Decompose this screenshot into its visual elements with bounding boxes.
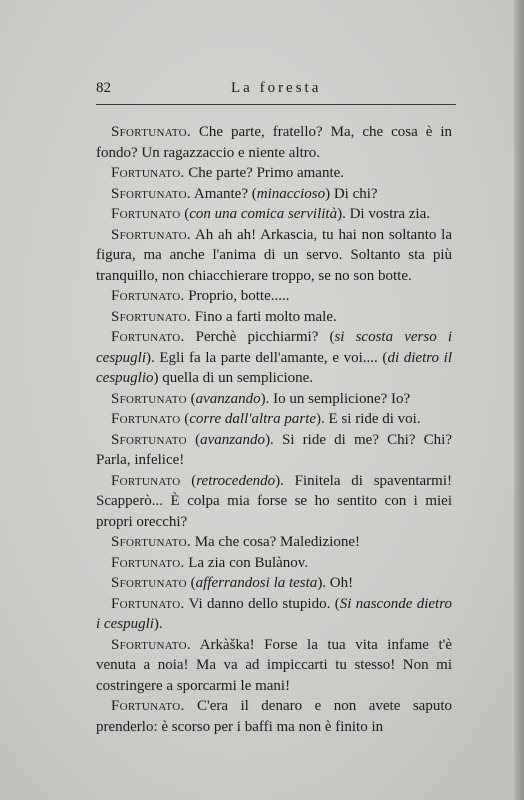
speaker-name: Sfortunato — [111, 431, 187, 448]
dialogue-text-segment: ). E si ride di voi. — [316, 411, 421, 427]
speaker-name: Fortunato — [111, 206, 181, 222]
page-number: 82 — [96, 80, 111, 96]
dialogue-line — [96, 307, 452, 328]
speaker-name: Fortunato. — [111, 165, 185, 181]
dialogue-line — [96, 532, 452, 553]
stage-direction: si scosta verso i cespugli — [96, 329, 452, 366]
dialogue-text-segment: ( — [180, 206, 190, 222]
dialogue-text-segment: ). Di vostra zia. — [337, 206, 430, 222]
header-rule — [96, 104, 456, 105]
stage-direction: avanzando — [200, 431, 266, 448]
dialogue-line — [96, 553, 452, 574]
dialogue-text-segment: Perchè picchiarmi? ( — [184, 329, 335, 345]
stage-direction: minaccioso — [256, 185, 326, 202]
dialogue-text-segment: Vi danno dello stupido. ( — [184, 595, 340, 612]
dialogue-text-segment: Amante? ( — [190, 185, 257, 202]
stage-direction: retrocedendo — [196, 472, 276, 489]
stage-direction: avanzando — [195, 390, 261, 407]
dialogue-text-segment: ( — [186, 431, 201, 448]
dialogue-line — [96, 409, 452, 430]
dialogue-line — [96, 635, 452, 697]
running-title: La foresta — [231, 80, 322, 96]
stage-direction: corre dall'altra parte — [189, 411, 317, 427]
dialogue-text-segment: C'era il denaro e non avete saputo prenderlo: è scorso per i baffi ma non è finito in — [96, 698, 452, 735]
dialogue-text-segment: Ma che cosa? Maledizione! — [190, 534, 361, 550]
speaker-name: Sfortunato — [111, 390, 187, 407]
dialogue-line — [96, 471, 452, 533]
dialogue-text-segment: ). Si ride di me? Chi? Chi? Parla, infelice! — [96, 431, 452, 468]
dialogue-text-segment: Che parte, fratello? Ma, che cosa è in fondo? Un ragazzaccio e niente altro. — [96, 124, 452, 161]
speaker-name: Sfortunato. — [111, 124, 191, 140]
dialogue-line — [96, 594, 452, 635]
dialogue-line — [96, 225, 452, 287]
speaker-name: Sfortunato. — [111, 185, 191, 202]
speaker-name: Sfortunato — [111, 575, 187, 591]
dialogue-text-segment: Fino a farti molto male. — [190, 308, 337, 325]
dialogue-text-segment: ( — [180, 472, 197, 489]
stage-direction: Si nasconde dietro i cespugli — [96, 595, 452, 632]
dialogue-line — [96, 327, 452, 389]
speaker-name: Fortunato — [111, 411, 181, 427]
page-spine-shadow — [514, 0, 524, 800]
stage-direction: con una comica servilità — [189, 206, 338, 222]
speaker-name: Fortunato. — [111, 554, 185, 571]
stage-direction: di dietro il cespuglio — [96, 349, 453, 386]
stage-direction: afferrandosi la testa — [195, 575, 318, 591]
dialogue-text-segment: ). Finitela di spaventarmi! Scapperò... È colpa mia forse se ho sentito con i miei propri orecchi? — [96, 472, 453, 530]
page-header — [96, 80, 456, 102]
dialogue-text-segment: Ah ah ah! Arkascia, tu hai non soltanto la figura, ma anche l'anima di un servo. Soltanto sta più tranquillo, non chiacchierare troppo, se no son botte. — [96, 226, 452, 284]
dialogue-text — [96, 122, 452, 737]
dialogue-line — [96, 184, 452, 205]
dialogue-text-segment: Proprio, botte..... — [184, 288, 290, 304]
dialogue-line — [96, 163, 452, 184]
speaker-name: Sfortunato. — [111, 636, 191, 653]
dialogue-text-segment: ( — [180, 411, 190, 427]
dialogue-text-segment: ) quella di un semplicione. — [153, 370, 314, 386]
speaker-name: Sfortunato. — [111, 308, 191, 325]
dialogue-line — [96, 122, 452, 163]
speaker-name: Fortunato. — [111, 329, 185, 345]
dialogue-text-segment: ( — [186, 575, 196, 591]
dialogue-text-segment: ). Oh! — [317, 575, 354, 591]
speaker-name: Sfortunato. — [111, 226, 191, 243]
dialogue-text-segment: La zia con Bulànov. — [184, 554, 309, 571]
dialogue-line — [96, 389, 452, 410]
dialogue-text-segment: ( — [186, 390, 196, 407]
dialogue-text-segment: ). Egli fa la parte dell'amante, e voi.... ( — [146, 349, 388, 366]
dialogue-text-segment: Che parte? Primo amante. — [184, 165, 345, 181]
dialogue-line — [96, 696, 452, 737]
speaker-name: Fortunato. — [111, 288, 185, 304]
dialogue-line — [96, 573, 452, 594]
speaker-name: Fortunato. — [111, 595, 185, 612]
dialogue-text-segment: ). Io un semplicione? Io? — [260, 390, 411, 407]
speaker-name: Sfortunato. — [111, 534, 191, 550]
dialogue-text-segment: ) Di chi? — [325, 185, 378, 202]
dialogue-text-segment: ). — [153, 616, 163, 632]
dialogue-line — [96, 204, 452, 225]
dialogue-text-segment: Arkàška! Forse la tua vita infame t'è venuta a noia! Ma va ad impiccarti tu stesso! Non mi costringere a sporcarmi le mani! — [96, 636, 452, 694]
speaker-name: Fortunato. — [111, 698, 185, 714]
speaker-name: Fortunato — [111, 472, 181, 489]
dialogue-line — [96, 286, 452, 307]
dialogue-line — [96, 430, 452, 471]
